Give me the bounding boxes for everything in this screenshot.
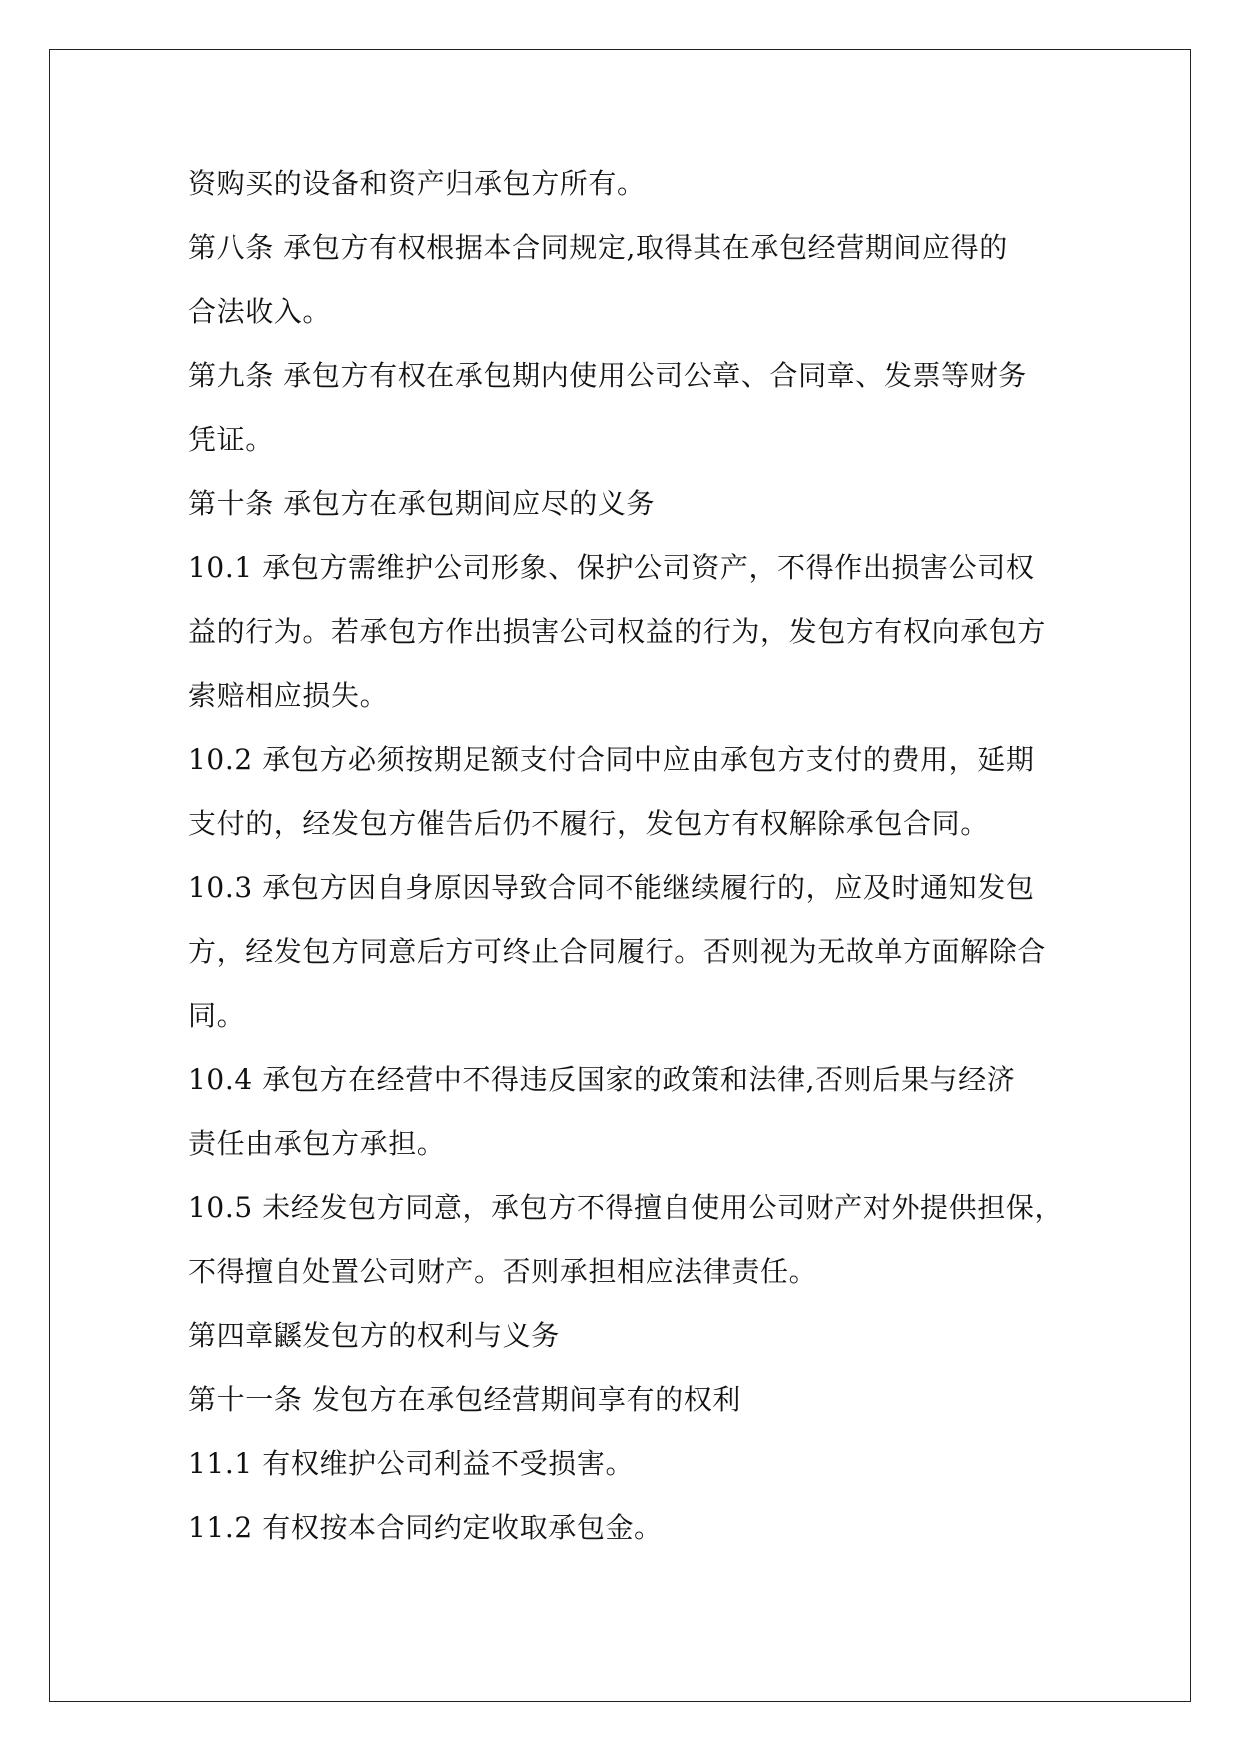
clause-11-1: 11.1 有权维护公司利益不受损害。 [188,1447,635,1480]
text-line: 凭证。 [188,423,274,456]
article-11-heading: 第十一条 发包方在承包经营期间享有的权利 [188,1383,741,1416]
text-line: 不得擅自处置公司财产。否则承担相应法律责任。 [188,1255,818,1288]
clause-10-1: 10.1 承包方需维护公司形象、保护公司资产，不得作出损害公司权 [188,551,1035,584]
text-line: 同。 [188,999,246,1032]
clause-10-5: 10.5 未经发包方同意，承包方不得擅自使用公司财产对外提供担保， [188,1191,1064,1224]
text-line: 方，经发包方同意后方可终止合同履行。否则视为无故单方面解除合 [188,935,1047,968]
text-line: 合法收入。 [188,295,332,328]
clause-11-2: 11.2 有权按本合同约定收取承包金。 [188,1511,663,1544]
chapter-4-heading: 第四章鼷发包方的权利与义务 [188,1319,560,1352]
clause-10-2: 10.2 承包方必须按期足额支付合同中应由承包方支付的费用，延期 [188,743,1035,776]
article-10-heading: 第十条 承包方在承包期间应尽的义务 [188,487,656,520]
text-line: 益的行为。若承包方作出损害公司权益的行为，发包方有权向承包方 [188,615,1047,648]
clause-10-3: 10.3 承包方因自身原因导致合同不能继续履行的，应及时通知发包 [188,871,1035,904]
text-line: 索赔相应损失。 [188,679,389,712]
text-line: 责任由承包方承担。 [188,1127,446,1160]
clause-10-4: 10.4 承包方在经营中不得违反国家的政策和法律,否则后果与经济 [188,1063,1016,1096]
article-9-heading: 第九条 承包方有权在承包期内使用公司公章、合同章、发票等财务 [188,359,1027,392]
article-8-heading: 第八条 承包方有权根据本合同规定,取得其在承包经营期间应得的 [188,231,1008,264]
text-line: 资购买的设备和资产归承包方所有。 [188,167,646,200]
document-body [188,160,1068,1568]
text-line: 支付的，经发包方催告后仍不履行，发包方有权解除承包合同。 [188,807,989,840]
